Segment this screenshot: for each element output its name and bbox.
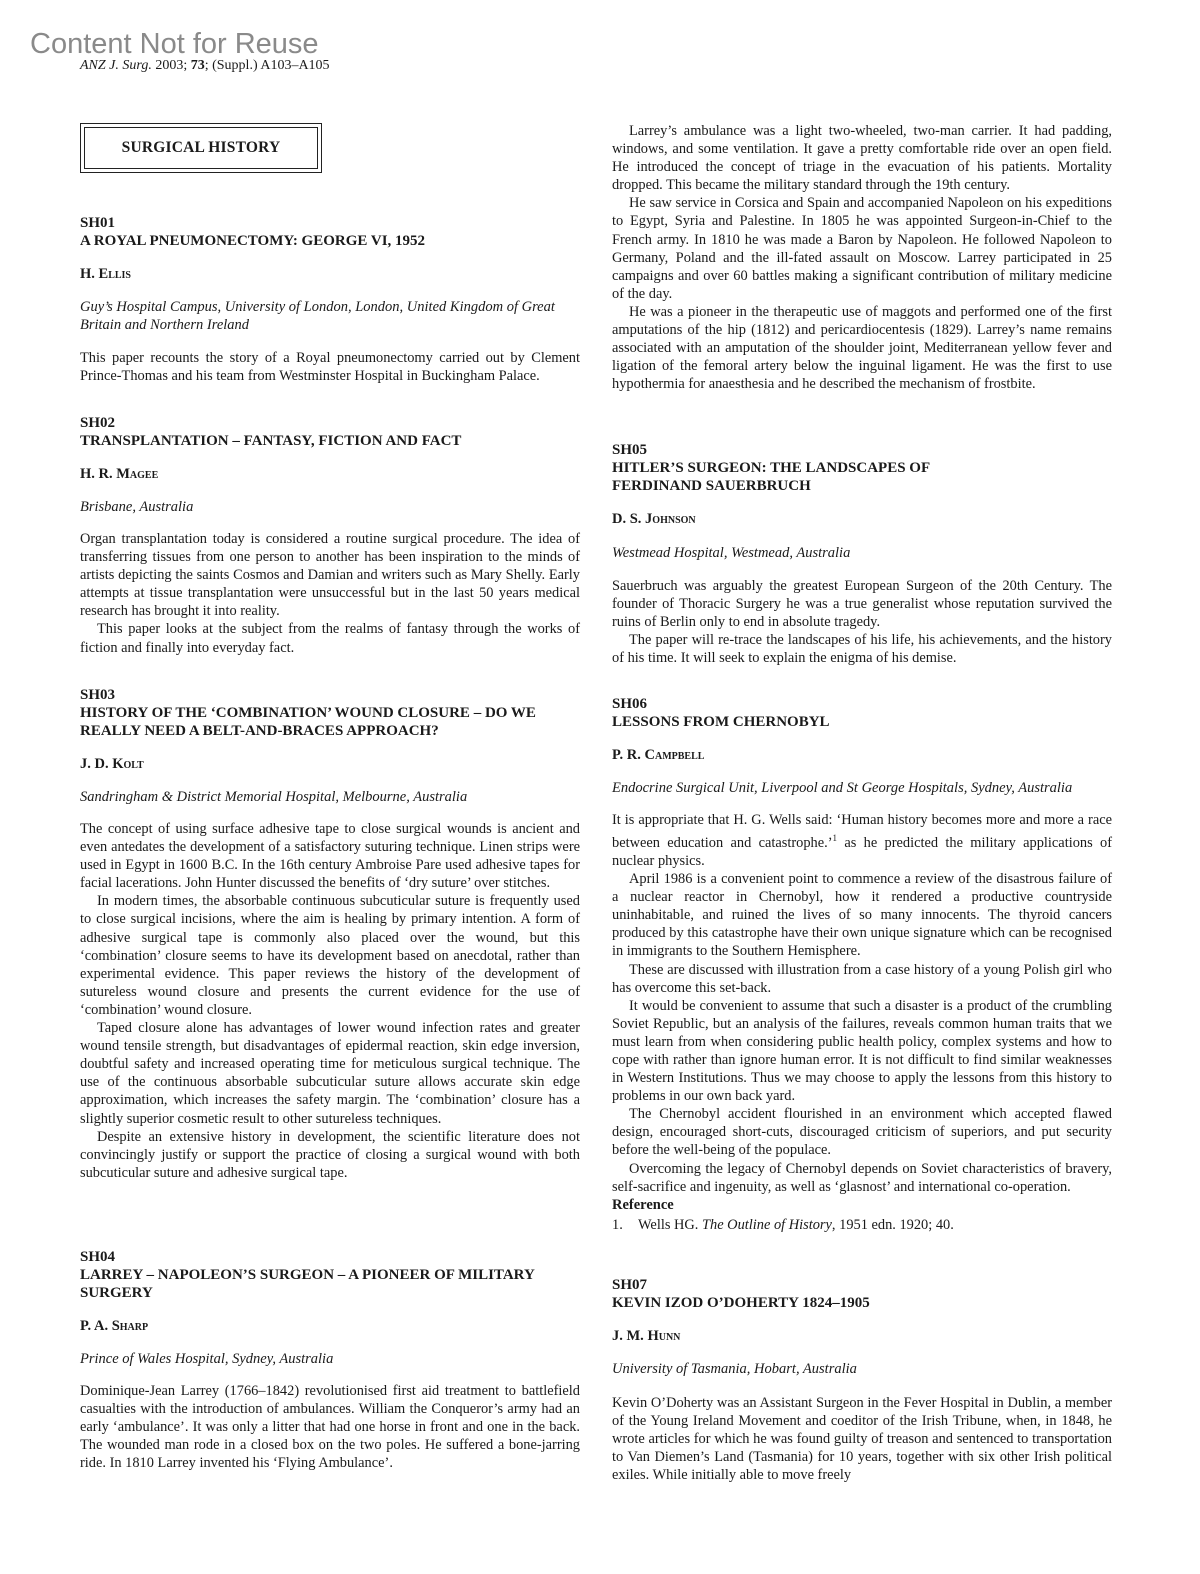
abstract-title: KEVIN IZOD O’DOHERTY 1824–1905: [612, 1295, 870, 1311]
abstract-affiliation: Brisbane, Australia: [80, 499, 194, 515]
abstract-affiliation: Prince of Wales Hospital, Sydney, Australia: [80, 1351, 334, 1367]
quote-text: It is appropriate that H. G. Wells said: ‘Human history becomes more and more a race between education and catastrophe.’: [612, 812, 1112, 851]
paragraph: The paper will re-trace the landscapes of his life, his achievements, and the history of his time. It will seek to explain the enigma of his demise.: [612, 632, 1112, 667]
abstract-title: HITLER’S SURGEON: THE LANDSCAPES OF FERDINAND SAUERBRUCH: [612, 460, 930, 494]
paragraph: Kevin O’Doherty was an Assistant Surgeon in the Fever Hospital in Dublin, a member of the Young Ireland Movement and coeditor of the Irish Tribune, when, in 1848, he wrote articles for which he was found guilty of treason and sentenced to transportation to Van Diemen’s Land (Tasmania) for 10 years, together with six other Irish political exiles. While initially able to move freely: [612, 1395, 1112, 1484]
paragraph: Larrey’s ambulance was a light two-wheeled, two-man carrier. It had padding, windows, and some ventilation. It gave a pretty comfortable ride over an open field. He introduced the concept of triage in the evacuation of his patients. Mortality dropped. This became the military standard through the 19th century.: [612, 123, 1112, 194]
author-initials: H.: [80, 266, 99, 282]
abstract-body: [80, 1382, 580, 1472]
section-heading: SURGICAL HISTORY: [84, 127, 318, 169]
abstract-sh07: [612, 1276, 1112, 1484]
abstract-body: [612, 1394, 1112, 1484]
abstract-body: [80, 530, 580, 657]
journal-year: 2003;: [155, 58, 188, 73]
journal-volume: 73: [190, 58, 205, 73]
abstract-affiliation: Endocrine Surgical Unit, Liverpool and St George Hospitals, Sydney, Australia: [612, 780, 1073, 796]
abstract-body: [612, 577, 1112, 667]
author-initials: J. D.: [80, 756, 113, 772]
abstract-body: [612, 122, 1112, 393]
journal-suppl: ; (Suppl.) A103–A105: [204, 58, 330, 73]
paragraph: Sauerbruch was arguably the greatest European Surgeon of the 20th Century. The founder of Thoracic Surgery he was a true generalist whose reputation survived the ruins of Berlin only to end in absolute tragedy.: [612, 578, 1112, 631]
paragraph: This paper looks at the subject from the realms of fantasy through the works of fiction and finally into everyday fact.: [80, 621, 580, 656]
reference-number: 1.: [612, 1216, 623, 1233]
author-surname: Kolt: [112, 756, 144, 772]
journal-citation: [80, 58, 330, 74]
abstract-author: [80, 465, 580, 483]
reference-title: The Outline of History: [702, 1216, 832, 1233]
author-surname: Magee: [116, 466, 159, 482]
abstract-author: [612, 746, 1112, 764]
abstract-code: SH05: [612, 442, 648, 458]
reference-author: Wells HG.: [638, 1216, 702, 1233]
abstract-author: [612, 510, 1112, 528]
author-initials: P. A.: [80, 1318, 112, 1334]
paragraph: Dominique-Jean Larrey (1766–1842) revolutionised first aid treatment to battlefield casualties with the introduction of ambulances. William the Conqueror’s army had an early ‘ambulance’. It was only a litter that had one horse in front and one in the back. The wounded man rode in a closed box on the two poles. He suffered a bone-jarring ride. In 1810 Larrey invented his ‘Flying Ambulance’.: [80, 1383, 580, 1472]
author-surname: Johnson: [645, 511, 696, 527]
paragraph: These are discussed with illustration from a case history of a young Polish girl who has overcome this set-back.: [612, 961, 1112, 996]
author-initials: H. R.: [80, 466, 117, 482]
abstract-sh04-continued: [612, 122, 1112, 393]
author-surname: Hunn: [647, 1328, 681, 1344]
abstract-code: SH03: [80, 687, 116, 703]
abstract-sh03: [80, 686, 580, 1182]
abstract-affiliation: Sandringham & District Memorial Hospital, Melbourne, Australia: [80, 789, 468, 805]
author-initials: P. R.: [612, 747, 645, 763]
abstract-affiliation: University of Tasmania, Hobart, Australia: [612, 1361, 857, 1377]
abstract-affiliation: Westmead Hospital, Westmead, Australia: [612, 545, 851, 561]
paragraph: April 1986 is a convenient point to commence a review of the disastrous failure of a nuclear reactor in Chernobyl, how it rendered a productive countryside uninhabitable, and ruined the lives of so many innocents. The thyroid cancers produced by this catastrophe have their own unique signature which can be recognised in immigrants to the Southern Hemisphere.: [612, 871, 1112, 960]
abstract-author: [80, 1317, 580, 1335]
paragraph: The concept of using surface adhesive tape to close surgical wounds is ancient and even antedates the development of a satisfactory suturing technique. Linen strips were used in Egypt in 1600 B.C. In the 16th century Ambroise Pare used adhesive tapes for facial lacerations. John Hunter discussed the benefits of ‘dry suture’ over stitches.: [80, 821, 580, 892]
author-surname: Ellis: [98, 266, 131, 282]
abstract-body: [80, 349, 580, 385]
abstract-sh02: [80, 414, 580, 657]
paragraph: He saw service in Corsica and Spain and accompanied Napoleon on his expeditions to Egypt, Syria and Palestine. In 1805 he was appointed Surgeon-in-Chief to the French army. In 1810 he was made a Baron by Napoleon. He followed Napoleon to Germany, Poland and the ill-fated assault on Moscow. Larrey participated in 25 campaigns and over 60 battles making a significant contribution of military medicine of the day.: [612, 195, 1112, 302]
paragraph: This paper recounts the story of a Royal pneumonectomy carried out by Clement Prince-Thomas and his team from Westminster Hospital in Buckingham Palace.: [80, 350, 580, 385]
abstract-code: SH06: [612, 696, 648, 712]
reference-item: [612, 1216, 1112, 1234]
abstract-author: [612, 1327, 1112, 1345]
abstract-sh04: [80, 1248, 580, 1472]
reference-details: , 1951 edn. 1920; 40.: [831, 1216, 954, 1233]
abstract-sh05: [612, 441, 1112, 667]
abstract-code: SH04: [80, 1249, 116, 1265]
paragraph: He was a pioneer in the therapeutic use of maggots and performed one of the first amputations of the hip (1812) and pericardiocentesis (1829). Larrey’s name remains associated with an amputation of the shoulder joint, Mediterranean yellow fever and ligation of the femoral artery below the inguinal ligament. He was the first to use hypothermia for anaesthesia and he described the mechanism of frostbite.: [612, 303, 1112, 393]
paragraph: Taped closure alone has advantages of lower wound infection rates and greater wound tensile strength, but disadvantages of epidermal reaction, skin edge inversion, doubtful safety and increased operating time for meticulous surgical technique. The use of the continuous absorbable subcuticular suture allows accurate skin edge approximation, which increases the safety margin. The ‘combination’ closure has a slightly superior cosmetic result to other sutureless techniques.: [80, 1020, 580, 1127]
watermark: Content Not for Reuse: [30, 28, 319, 60]
paragraph: [612, 811, 1112, 870]
paragraph: Organ transplantation today is considered a routine surgical procedure. The idea of transferring tissues from one person to another has been inspiration to the minds of artists depicting the saints Cosmos and Damian and writers such as Mary Shelly. Early attempts at tissue transplantation were unsuccessful but in the last 50 years medical research has brought it into reality.: [80, 531, 580, 620]
section-heading-box: [80, 123, 322, 173]
abstract-author: [80, 755, 580, 773]
abstract-title: LESSONS FROM CHERNOBYL: [612, 714, 830, 730]
abstract-code: SH01: [80, 215, 116, 231]
abstract-code: SH07: [612, 1277, 648, 1293]
abstract-body: [612, 811, 1112, 1196]
author-surname: Campbell: [644, 747, 705, 763]
author-surname: Sharp: [111, 1318, 149, 1334]
abstract-affiliation: Guy’s Hospital Campus, University of London, London, United Kingdom of Great Britain and Northern Ireland: [80, 299, 555, 333]
abstract-body: [80, 820, 580, 1182]
abstract-code: SH02: [80, 415, 116, 431]
paragraph: In modern times, the absorbable continuous subcuticular suture is frequently used to close surgical incisions, where the aim is healing by primary intention. A form of adhesive surgical tape is commonly also placed over the wound, but this ‘combination’ closure seems to have its development based on anecdotal, rather than experimental evidence. This paper reviews the history of the development of sutureless wound closure and presents the current evidence for the use of ‘combination’ wound closure.: [80, 893, 580, 1018]
journal-name: ANZ J. Surg.: [80, 58, 152, 73]
abstract-title: A ROYAL PNEUMONECTOMY: GEORGE VI, 1952: [80, 233, 426, 249]
abstract-title: HISTORY OF THE ‘COMBINATION’ WOUND CLOSURE – DO WE REALLY NEED A BELT-AND-BRACES APPROACH?: [80, 705, 536, 739]
reference-heading: Reference: [612, 1196, 674, 1213]
abstract-author: [80, 265, 580, 283]
paragraph: Overcoming the legacy of Chernobyl depends on Soviet characteristics of bravery, self-sacrifice and ingenuity, as well as ‘glasnost’ and international co-operation.: [612, 1160, 1112, 1195]
quote-continuation: as he predicted the military applications of nuclear physics.: [612, 834, 1112, 869]
paragraph: Despite an extensive history in development, the scientific literature does not convincingly justify or support the practice of closing a surgical wound with both subcuticular suture and adhesive surgical tape.: [80, 1128, 580, 1181]
author-initials: J. M.: [612, 1328, 648, 1344]
abstract-title: TRANSPLANTATION – FANTASY, FICTION AND FACT: [80, 433, 462, 449]
abstract-sh01: [80, 214, 580, 385]
paragraph: It would be convenient to assume that such a disaster is a product of the crumbling Soviet Republic, but an analysis of the failures, reveals common human traits that we must learn from when considering public health policy, complex systems and how to cope with rather than ignore human error. It is not difficult to find similar weaknesses in Western Institutions. Thus we may choose to apply the lessons from this history to problems in our own back yard.: [612, 997, 1112, 1105]
abstract-sh06: [612, 695, 1112, 1234]
author-initials: D. S.: [612, 511, 646, 527]
paragraph: The Chernobyl accident flourished in an environment which accepted flawed design, encouraged short-cuts, discouraged criticism of superiors, and put security before the well-being of the populace.: [612, 1106, 1112, 1159]
citation-marker: 1: [832, 833, 838, 844]
abstract-title: LARREY – NAPOLEON’S SURGEON – A PIONEER OF MILITARY SURGERY: [80, 1267, 535, 1301]
